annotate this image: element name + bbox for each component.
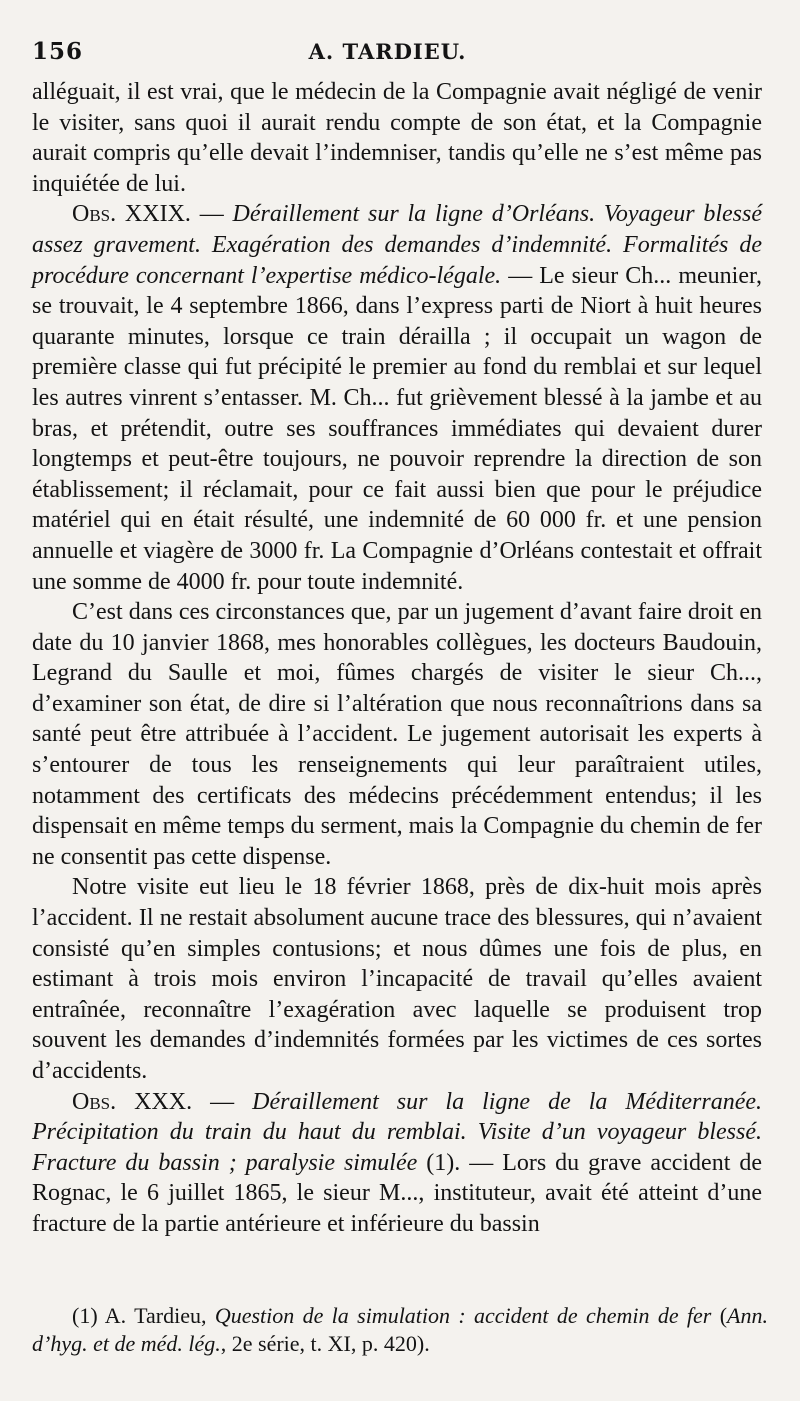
obs-29-label: Obs. XXIX. — (72, 201, 224, 228)
footnote-author: A. Tardieu, (104, 1303, 215, 1328)
obs-30-title: Déraillement sur la ligne de la Méditerranée. Précipitation du train du haut du remblai. Visite d’un voyageur blessé. Fracture du bassin ; paralysie simulée (32, 1088, 763, 1176)
obs-30-text: — Lors du grave accident de Rognac, le 6 juillet 1865, le sieur M..., instituteur, avait été atteint d’une fracture de la partie antérieure et inférieure du bassin (32, 1149, 762, 1237)
observation-29 (32, 199, 762, 597)
page-header (32, 38, 762, 65)
page-number: 156 (32, 38, 84, 65)
body-text (32, 77, 762, 1240)
footnote-source-open: ( (719, 1303, 728, 1328)
footnote-1 (32, 1302, 768, 1358)
obs-29-title: Déraillement sur la ligne d’Orléans. Voyageur blessé assez gravement. Exagération des demandes d’indemnité. Formalités de procédure concernant l’expertise médico-légale. (32, 201, 762, 289)
footnote-area (32, 1302, 768, 1358)
observation-30 (32, 1087, 762, 1240)
paragraph-circumstances: C’est dans ces circonstances que, par un jugement d’avant faire droit en date du 10 janvier 1868, mes honorables collègues, les docteurs Baudouin, Legrand du Saulle et moi, fûmes chargés de visiter le sieur Ch..., d’examiner son état, de dire si l’altération que nous reconnaîtrions dans sa santé peut être attribuée à l’accident. Le jugement autorisait les experts à s’entourer de tous les renseignements qui leur paraîtraient utiles, notamment des certificats des médecins précédemment entendus; il les dispensait en même temps du serment, mais la Compagnie du chemin de fer ne consentit pas cette dispense. (32, 599, 762, 870)
footnote-reference: (1). (417, 1149, 470, 1176)
running-title: A. TARDIEU. (308, 39, 467, 64)
footnote-marker: (1) (72, 1303, 105, 1328)
paragraph-visit: Notre visite eut lieu le 18 février 1868, près de dix-huit mois après l’accident. Il ne restait absolument aucune trace des blessures, qui n’avaient consisté qu’en simples contusions; et nous dûmes une fois de plus, en estimant à trois mois environ l’incapacité de travail qu’elles avaient entraînée, reconnaître l’exagération avec laquelle se produisent trop souvent les demandes d’indemnités formées par les victimes de ces sortes d’accidents. (32, 874, 762, 1084)
obs-29-text: — Le sieur Ch... meunier, se trouvait, le 4 septembre 1866, dans l’express parti de Niort à huit heures quarante minutes, lorsque ce train dérailla ; il occupait un wagon de première classe qui fut précipité le premier au fond du remblai et sur lequel les autres vinrent s’entasser. M. Ch... fut grièvement blessé à la jambe et au bras, et prétendit, outre ses souffrances immédiates qui devaient durer longtemps et peut-être toujours, ne pouvoir reprendre la direction de son établissement; il réclamait, pour ce fait aussi bien que pour le préjudice matériel qui en était résulté, une indemnité de 60 000 fr. et une pension annuelle et viagère de 3000 fr. La Compagnie d’Orléans contestait et offrait une somme de 4000 fr. pour toute indemnité. (32, 262, 762, 595)
obs-30-label: Obs. XXX. — (72, 1088, 235, 1115)
footnote-source-title: Ann. d’hyg. et de méd. lég. (32, 1303, 768, 1356)
footnote-title: Question de la simulation : accident de chemin de fer (214, 1303, 712, 1328)
paragraph-continuation: alléguait, il est vrai, que le médecin de la Compagnie avait négligé de venir le visiter, sans quoi il aurait rendu compte de son état, et la Compagnie aurait compris qu’elle devait l’indemniser, tandis qu’elle ne s’est même pas inquiétée de lui. (32, 79, 762, 197)
footnote-source-rest: , 2e série, t. XI, p. 420). (220, 1331, 430, 1356)
